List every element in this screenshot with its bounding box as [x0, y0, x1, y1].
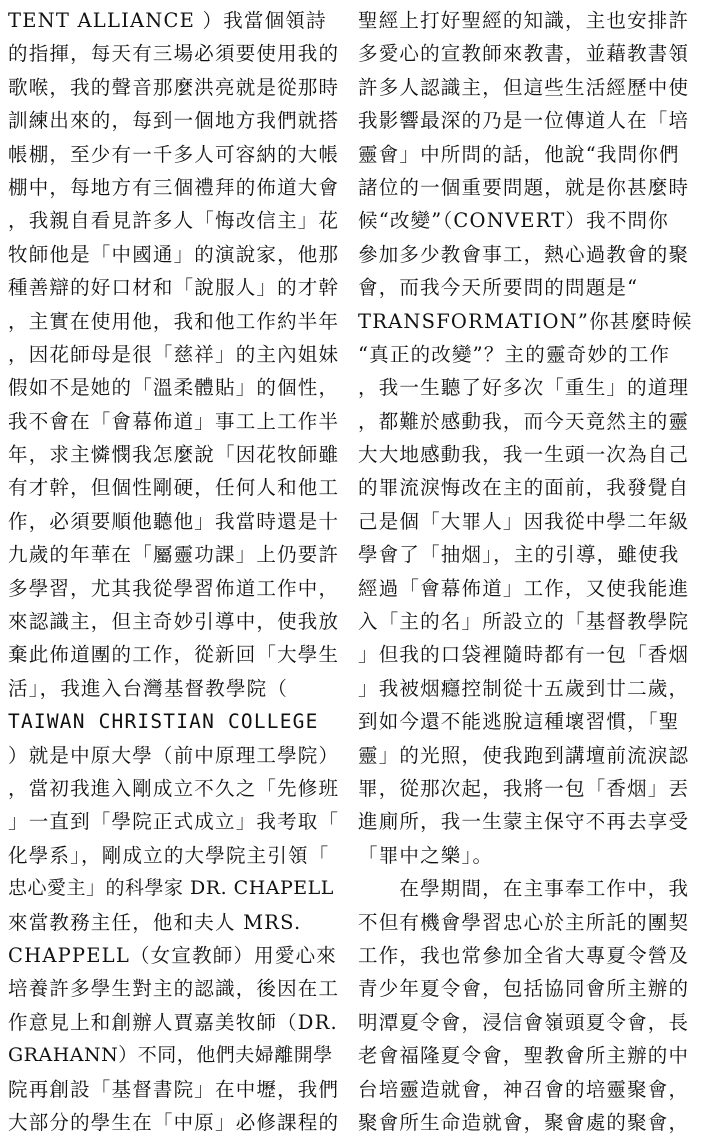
text-line: TRANSFORMATION”你甚麼時候 — [358, 309, 693, 333]
text-line: 靈」的光照，使我跑到講壇前流淚認 — [358, 743, 690, 767]
text-line: 活」，我進入台灣基督教學院（ — [8, 676, 289, 700]
text-line: 棄此佈道團的工作，從新回「大學生 — [8, 643, 340, 667]
text-line: 學會了「抽烟」，主的引導，雖使我 — [358, 543, 680, 567]
text-line: ，當初我進入剛成立不久之「先修班 — [8, 776, 340, 800]
text-line: 己是個「大罪人」因我從中學二年級 — [358, 509, 690, 533]
text-line: 棚中，每地方有三個禮拜的佈道大會 — [8, 175, 340, 199]
text-line: 歌喉，我的聲音那麼洪亮就是從那時 — [8, 75, 340, 99]
text-line: 多學習，尤其我從學習佈道工作中， — [8, 576, 340, 600]
text-line: 院再創設「基督書院」在中壢，我們 — [8, 1077, 340, 1101]
text-line: 罪，從那次起，我將一包「香烟」丟 — [358, 776, 690, 800]
text-line: 九歲的年華在「屬靈功課」上仍要許 — [8, 543, 340, 567]
text-line: 」一直到「學院正式成立」我考取「 — [8, 810, 340, 834]
text-line: 經過「會幕佈道」工作，又使我能進 — [358, 576, 690, 600]
text-line: 作意見上和創辦人賈嘉美牧師（DR. — [8, 1010, 338, 1034]
text-line: 工作，我也常參加全省大專夏令營及 — [358, 943, 690, 967]
text-line: 會，而我今天所要問的問題是“ — [358, 276, 639, 300]
text-line: 在學期間，在主事奉工作中，我 — [358, 877, 690, 901]
text-line: 聚會所生命造就會，聚會處的聚會， — [358, 1110, 690, 1134]
left-column — [8, 4, 352, 1139]
text-line: 許多人認識主，但這些生活經歷中使 — [358, 75, 690, 99]
text-line: 青少年夏令會，包括協同會所主辦的 — [358, 977, 690, 1001]
text-line: ，都難於感動我，而今天竟然主的靈 — [358, 409, 690, 433]
text-line: ，我一生聽了好多次「重生」的道理 — [358, 376, 690, 400]
text-line: 的指揮，每天有三場必須要使用我的 — [8, 42, 340, 66]
text-line: 作，必須要順他聽他」我當時還是十 — [8, 509, 340, 533]
text-line: 到如今還不能逃脫這種壞習慣，「聖 — [358, 710, 680, 734]
text-line: ）就是中原大學（前中原理工學院） — [8, 743, 340, 767]
text-line: 候“改變”（CONVERT）我不問你 — [358, 209, 669, 233]
text-line: CHAPPELL（女宣教師）用愛心來 — [8, 943, 337, 967]
text-line: ，我親自看見許多人「悔改信主」花 — [8, 209, 340, 233]
text-line: 「罪中之樂」。 — [358, 843, 494, 867]
text-line: ，主實在使用他，我和他工作約半年 — [8, 309, 340, 333]
text-line: 我不會在「會幕佈道」事工上工作半 — [8, 409, 340, 433]
text-line: TENT ALLIANCE ）我當個領詩 — [8, 9, 327, 32]
text-line: 年，求主憐憫我怎麼說「因花牧師雖 — [8, 443, 340, 467]
text-line: 台培靈造就會，神召會的培靈聚會， — [358, 1077, 690, 1101]
text-line: 化學系」，剛成立的大學院主引領「 — [8, 843, 330, 867]
text-line: 來認識主，但主奇妙引導中，使我放 — [8, 610, 340, 634]
text-line: 靈會」中所問的話，他說“我問你們 — [358, 142, 680, 166]
text-line: 種善辯的好口材和「說服人」的才幹 — [8, 276, 340, 300]
right-column — [358, 4, 704, 1139]
text-line: 不但有機會學習忠心於主所託的團契 — [358, 910, 690, 934]
text-line: ，因花師母是很「慈祥」的主內姐妹 — [8, 342, 340, 366]
text-line: 假如不是她的「溫柔體貼」的個性， — [8, 376, 340, 400]
text-line: 進廁所，我一生蒙主保守不再去享受 — [358, 810, 690, 834]
text-line: 大大地感動我，我一生頭一次為自己 — [358, 443, 690, 467]
text-line: 有才幹，但個性剛硬，任何人和他工 — [8, 476, 340, 500]
text-line: 來當教務主任，他和夫人 MRS. — [8, 910, 302, 934]
text-line: 培養許多學生對主的認識，後因在工 — [8, 977, 340, 1001]
text-line: 」但我的口袋裡隨時都有一包「香烟 — [358, 643, 690, 667]
text-line: 訓練出來的，每到一個地方我們就搭 — [8, 109, 340, 133]
text-line: 多愛心的宣教師來教書，並藉教書領 — [358, 42, 690, 66]
text-line: “真正的改變”？主的靈奇妙的工作 — [358, 342, 671, 366]
text-line: 諸位的一個重要問題，就是你甚麼時 — [358, 175, 690, 199]
text-line: TAIWAN CHRISTIAN COLLEGE — [8, 710, 319, 734]
text-line: 聖經上打好聖經的知識，主也安排許 — [358, 9, 690, 32]
text-line: 入「主的名」所設立的「基督教學院 — [358, 610, 690, 634]
text-line: 老會福隆夏令會，聖教會所主辦的中 — [358, 1044, 690, 1068]
text-line: 忠心愛主」的科學家 DR. CHAPELL — [8, 877, 334, 900]
text-line: 大部分的學生在「中原」必修課程的 — [8, 1110, 340, 1134]
text-line: GRAHANN）不同，他們夫婦離開學 — [8, 1044, 333, 1067]
text-line: 我影響最深的乃是一位傳道人在「培 — [358, 109, 690, 133]
text-line: 」我被烟癮控制從十五歲到廿二歲， — [358, 676, 690, 700]
text-line: 牧師他是「中國通」的演說家，他那 — [8, 242, 340, 266]
text-line: 帳棚，至少有一千多人可容納的大帳 — [8, 142, 340, 166]
text-line: 參加多少教會事工，熱心過教會的聚 — [358, 242, 690, 266]
text-line: 明潭夏令會，浸信會嶺頭夏令會，長 — [358, 1010, 690, 1034]
text-line: 的罪流淚悔改在主的面前，我發覺自 — [358, 476, 690, 500]
